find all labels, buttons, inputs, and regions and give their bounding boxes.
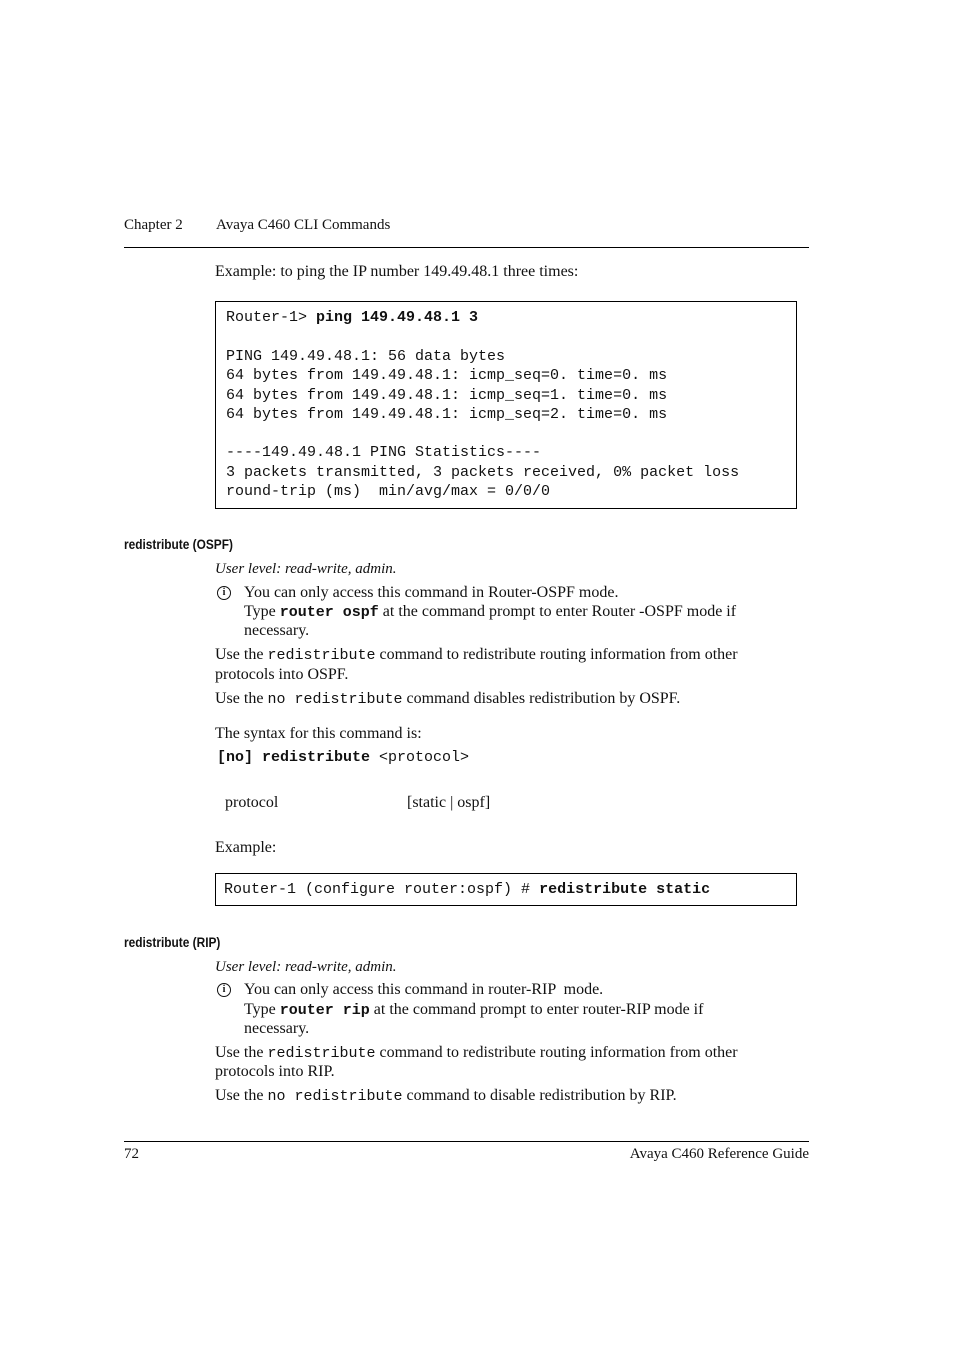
ospf-syntax-arg: <protocol> (370, 749, 470, 766)
ping-output-line: round-trip (ms) min/avg/max = 0/0/0 (226, 483, 551, 500)
ospf-note-line1: You can only access this command in Router-OSPF mode. (244, 584, 619, 601)
guide-title: Avaya C460 Reference Guide (629, 1146, 809, 1162)
ospf-example-code-box (215, 873, 797, 906)
ospf-use2-line: Use the no redistribute command disables redistribution by OSPF. (215, 690, 681, 708)
ping-example-intro: Example: to ping the IP number 149.49.48.1 three times: (215, 263, 579, 280)
ospf-use1-command: redistribute (267, 647, 376, 664)
rip-note-line2: Type router rip at the command prompt to enter router-RIP mode if (244, 1001, 704, 1019)
rip-user-level: User level: read-write, admin. (215, 959, 397, 975)
ping-output-line: 64 bytes from 149.49.48.1: icmp_seq=2. time=0. ms (226, 406, 668, 423)
ospf-param-values: [static | ospf] (407, 794, 491, 811)
info-icon: i (217, 586, 231, 600)
ospf-use1-line2: protocols into OSPF. (215, 666, 349, 683)
page-number: 72 (124, 1146, 139, 1162)
ospf-note-line2: Type router ospf at the command prompt to enter Router -OSPF mode if (244, 603, 737, 621)
ospf-note-line3: necessary. (244, 622, 310, 639)
section-heading-rip: redistribute (RIP) (124, 935, 221, 950)
ospf-use1-line1: Use the redistribute command to redistribute routing information from other (215, 646, 738, 664)
ospf-param-name: protocol (225, 794, 279, 811)
ping-code-box (215, 301, 797, 509)
chapter-label: Chapter 2 (124, 217, 183, 233)
ospf-user-level: User level: read-write, admin. (215, 561, 397, 577)
ospf-syntax-intro: The syntax for this command is: (215, 725, 422, 742)
rip-use1-line1: Use the redistribute command to redistribute routing information from other (215, 1044, 738, 1062)
ospf-example-line: Router-1 (configure router:ospf) # redistribute static (224, 881, 711, 898)
rip-use1-command: redistribute (267, 1045, 376, 1062)
ospf-example-label: Example: (215, 839, 277, 856)
ospf-note-command: router ospf (279, 604, 379, 621)
footer-rule (124, 1141, 809, 1142)
rip-note-command: router rip (279, 1002, 370, 1019)
header-rule (124, 247, 809, 248)
ping-output-line: ----149.49.48.1 PING Statistics---- (226, 444, 542, 461)
section-heading-ospf: redistribute (OSPF) (124, 537, 233, 552)
ping-output-line: 3 packets transmitted, 3 packets received, 0% packet loss (226, 464, 740, 481)
ospf-syntax-line (217, 748, 469, 767)
ping-output-line: 64 bytes from 149.49.48.1: icmp_seq=0. time=0. ms (226, 367, 668, 384)
rip-note-line3: necessary. (244, 1020, 310, 1037)
ospf-syntax-command: [no] redistribute (217, 749, 371, 766)
ospf-use2-command: no redistribute (267, 691, 403, 708)
ping-output-line: 64 bytes from 149.49.48.1: icmp_seq=1. time=0. ms (226, 387, 668, 404)
ping-command: ping 149.49.48.1 3 (316, 309, 479, 326)
rip-use2-line: Use the no redistribute command to disable redistribution by RIP. (215, 1087, 677, 1105)
ping-output-line: PING 149.49.48.1: 56 data bytes (226, 348, 506, 365)
ping-prompt: Router-1> (226, 309, 317, 326)
ospf-example-command: redistribute static (539, 881, 711, 898)
rip-note-line1: You can only access this command in router-RIP mode. (244, 981, 604, 998)
ping-command-line (226, 308, 478, 327)
rip-use2-command: no redistribute (267, 1088, 403, 1105)
rip-use1-line2: protocols into RIP. (215, 1063, 335, 1080)
chapter-title: Avaya C460 CLI Commands (216, 217, 391, 233)
info-icon: i (217, 983, 231, 997)
